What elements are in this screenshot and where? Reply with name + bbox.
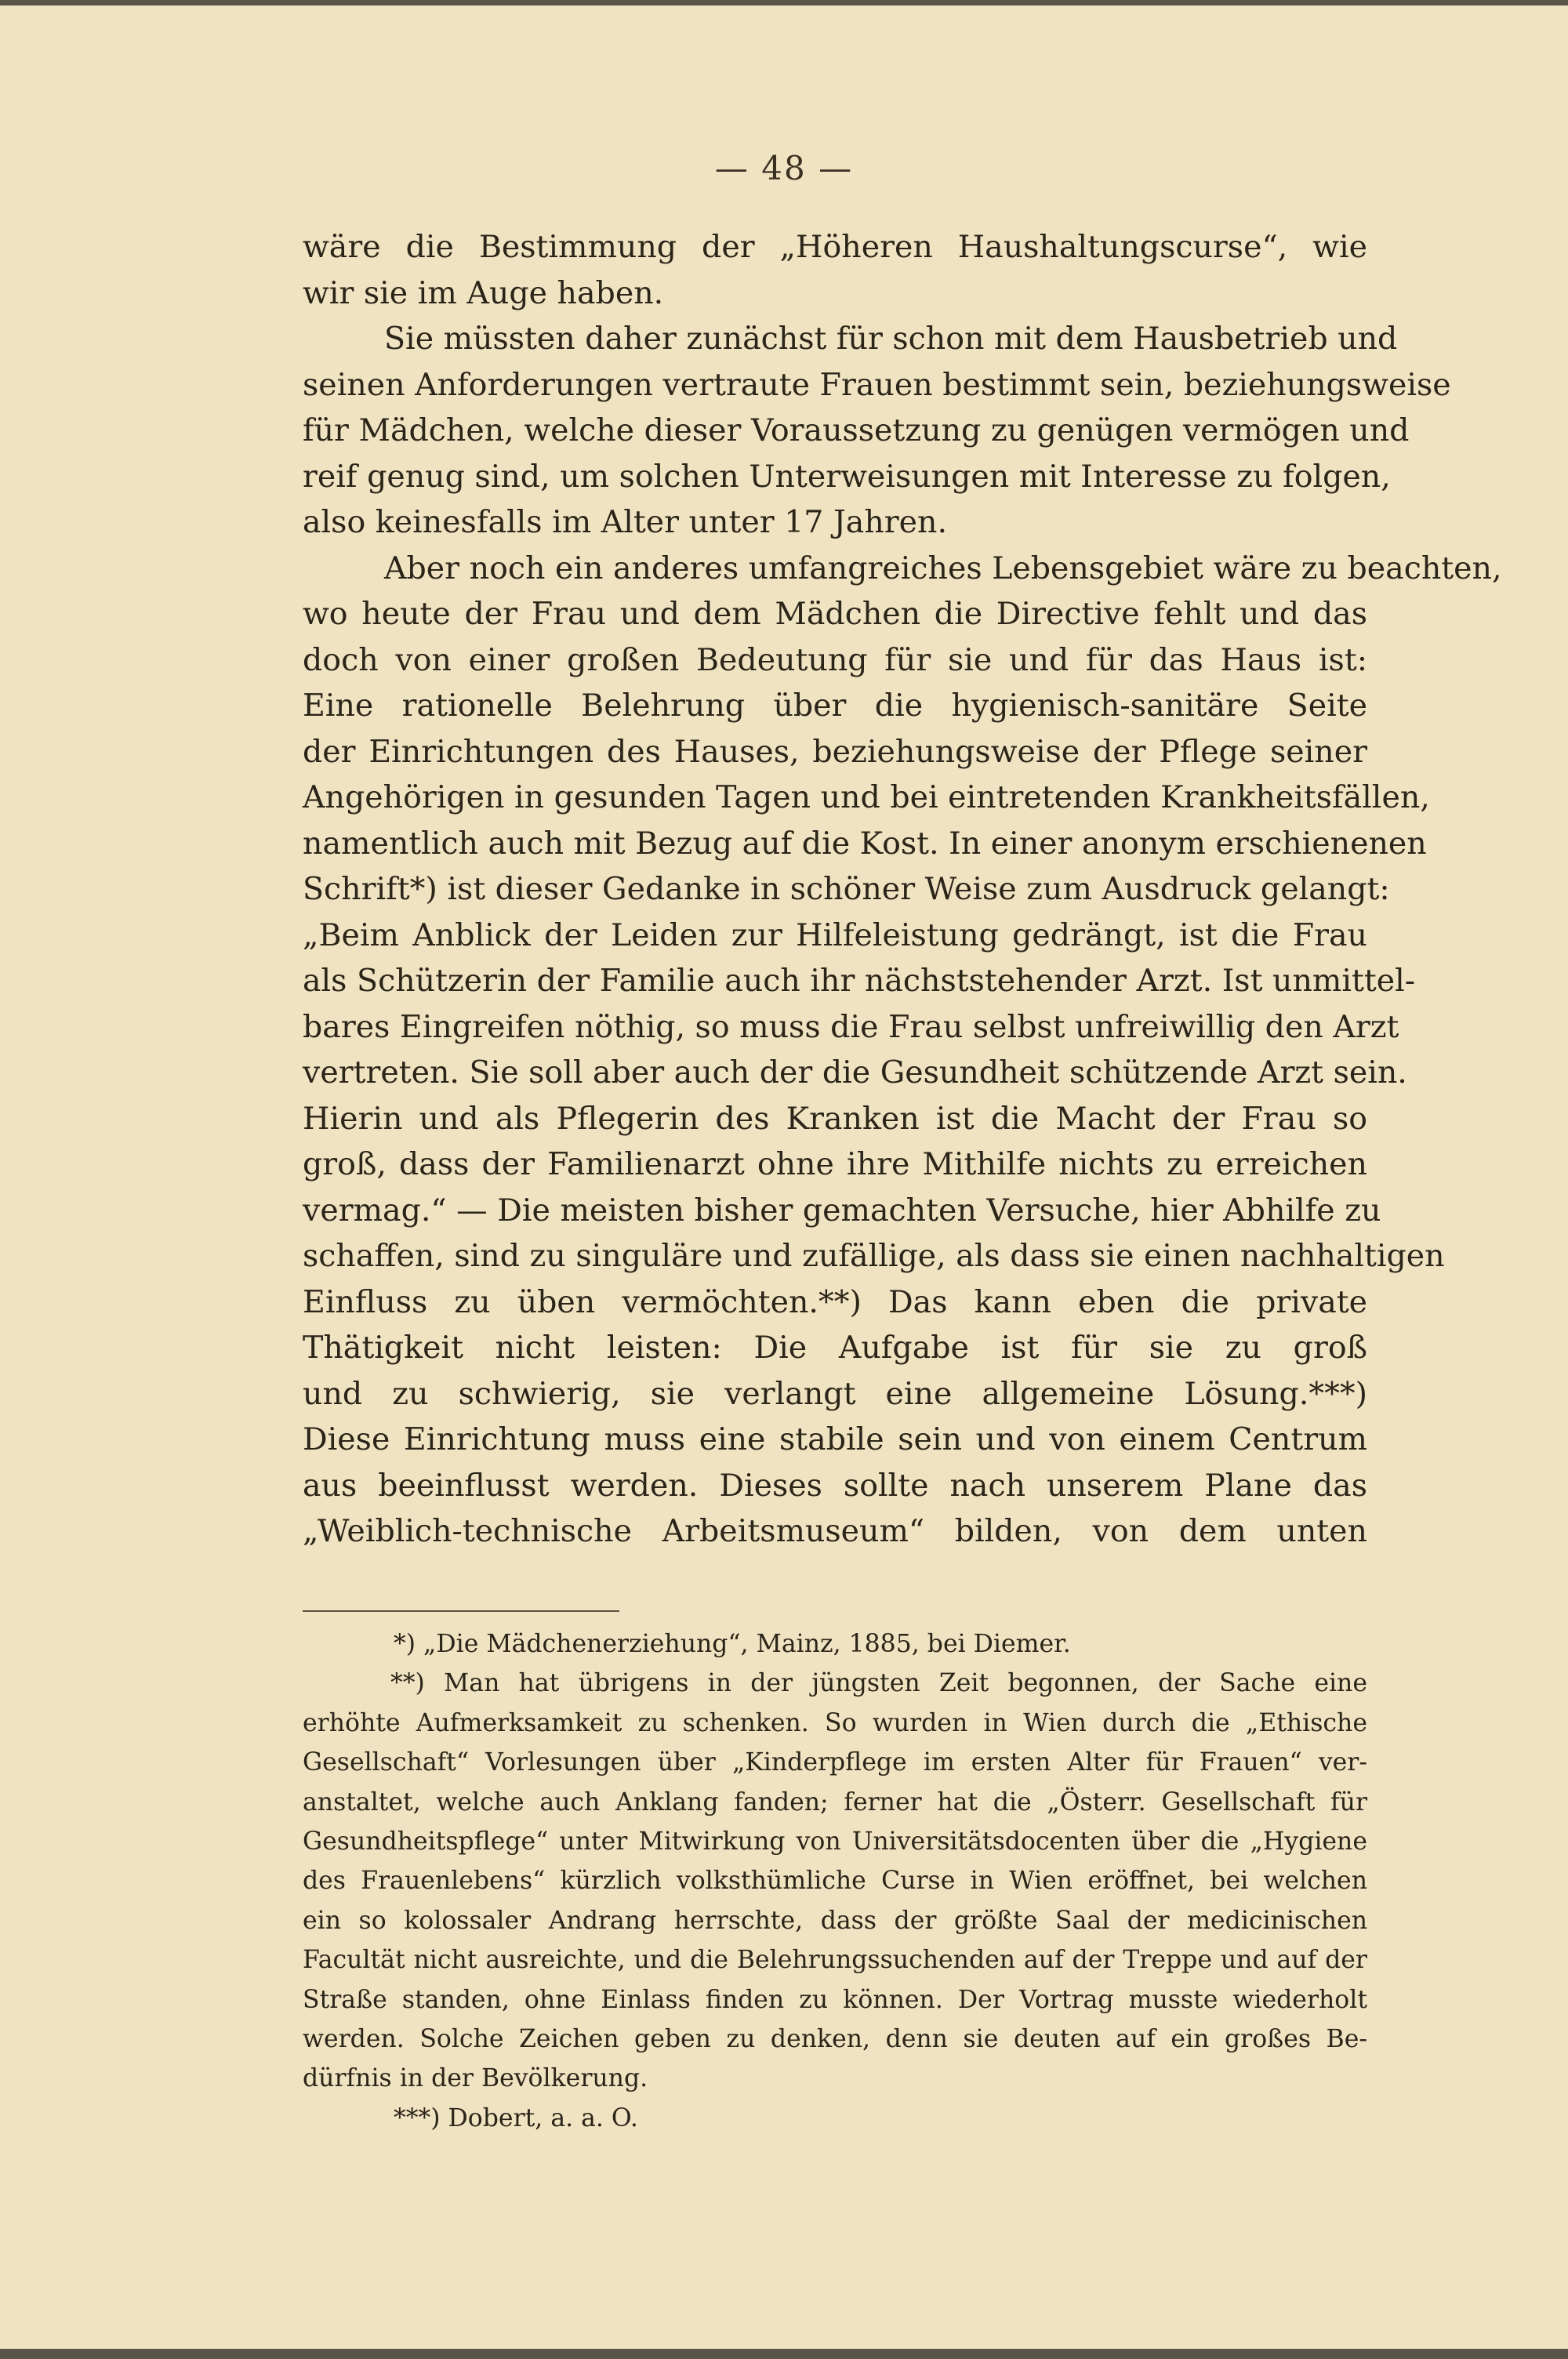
- footnote-line: anstaltet, welche auch Anklang fanden; ferner hat die „Österr. Gesellschaft für: [303, 1787, 1367, 1816]
- footnote-line: Facultät nicht ausreichte, und die Belehrungssuchenden auf der Treppe und auf der: [303, 1946, 1367, 1975]
- text-line: Sie müssten daher zunächst für schon mit dem Hausbetrieb und: [384, 321, 1398, 357]
- body-text: [303, 224, 1502, 1555]
- text-line: als Schützerin der Familie auch ihr nächststehender Arzt. Ist unmittel-: [303, 963, 1416, 999]
- scan-bottom-edge: [0, 2349, 1568, 2359]
- text-line: „Weiblich-technische Arbeitsmuseum“ bilden, von dem unten: [303, 1513, 1367, 1549]
- text-line: reif genug sind, um solchen Unterweisungen mit Interesse zu folgen,: [303, 458, 1391, 495]
- text-line: vermag.“ — Die meisten bisher gemachten Versuche, hier Abhilfe zu: [303, 1192, 1381, 1228]
- text-line: wir sie im Auge haben.: [303, 274, 664, 311]
- footnote-line: **) Man hat übrigens in der jüngsten Zeit begonnen, der Sache eine: [390, 1669, 1367, 1698]
- footnote-line: des Frauenlebens“ kürzlich volksthümliche Curse in Wien eröffnet, bei welchen: [303, 1867, 1367, 1896]
- text-line: und zu schwierig, sie verlangt eine allgemeine Lösung.***): [303, 1375, 1367, 1412]
- footnote-line: Gesundheitspflege“ unter Mitwirkung von Universitätsdocenten über die „Hygiene: [303, 1827, 1367, 1856]
- page-number: — 48 —: [714, 149, 854, 187]
- text-line: Diese Einrichtung muss eine stabile sein und von einem Centrum: [303, 1421, 1367, 1457]
- footnote-line: Straße standen, ohne Einlass finden zu können. Der Vortrag musste wiederholt: [303, 1985, 1367, 2014]
- text-line: seinen Anforderungen vertraute Frauen bestimmt sein, beziehungsweise: [303, 366, 1451, 403]
- footnote-line: dürfnis in der Bevölkerung.: [303, 2064, 648, 2093]
- text-line: wo heute der Frau und dem Mädchen die Directive fehlt und das: [303, 596, 1367, 632]
- text-line: Angehörigen in gesunden Tagen und bei eintretenden Krankheitsfällen,: [303, 779, 1430, 815]
- text-line: namentlich auch mit Bezug auf die Kost. In einer anonym erschienenen: [303, 825, 1427, 862]
- text-line: „Beim Anblick der Leiden zur Hilfeleistung gedrängt, ist die Frau: [303, 916, 1367, 953]
- text-line: Eine rationelle Belehrung über die hygienisch-sanitäre Seite: [303, 688, 1367, 724]
- footnote-line: erhöhte Aufmerksamkeit zu schenken. So wurden in Wien durch die „Ethische: [303, 1708, 1367, 1737]
- text-line: aus beeinflusst werden. Dieses sollte nach unserem Plane das: [303, 1467, 1367, 1504]
- text-line: Thätigkeit nicht leisten: Die Aufgabe ist für sie zu groß: [303, 1330, 1367, 1366]
- footnote-rule: [303, 1610, 619, 1612]
- text-line: für Mädchen, welche dieser Voraussetzung zu genügen vermögen und: [303, 412, 1410, 448]
- scan-top-edge: [0, 0, 1568, 5]
- footnotes: [303, 1624, 1367, 2138]
- text-line: Aber noch ein anderes umfangreiches Lebensgebiet wäre zu beachten,: [384, 550, 1502, 586]
- text-line: vertreten. Sie soll aber auch der die Gesundheit schützende Arzt sein.: [303, 1054, 1407, 1091]
- text-line: Hierin und als Pflegerin des Kranken ist die Macht der Frau so: [303, 1100, 1367, 1137]
- text-line: also keinesfalls im Alter unter 17 Jahren.: [303, 504, 948, 540]
- text-line: schaffen, sind zu singuläre und zufällige, als dass sie einen nachhaltigen: [303, 1238, 1445, 1274]
- text-line: der Einrichtungen des Hauses, beziehungsweise der Pflege seiner: [303, 733, 1367, 770]
- text-line: Schrift*) ist dieser Gedanke in schöner Weise zum Ausdruck gelangt:: [303, 871, 1390, 907]
- text-line: Einfluss zu üben vermöchten.**) Das kann eben die private: [303, 1283, 1367, 1320]
- text-line: wäre die Bestimmung der „Höheren Haushaltungscurse“, wie: [303, 229, 1367, 265]
- text-line: bares Eingreifen nöthig, so muss die Frau selbst unfreiwillig den Arzt: [303, 1008, 1399, 1045]
- text-line: groß, dass der Familienarzt ohne ihre Mithilfe nichts zu erreichen: [303, 1146, 1367, 1182]
- footnote-line: ***) Dobert, a. a. O.: [394, 2103, 638, 2132]
- footnote-line: werden. Solche Zeichen geben zu denken, denn sie deuten auf ein großes Be-: [303, 2024, 1367, 2053]
- footnote-line: ein so kolossaler Andrang herrschte, dass der größte Saal der medicinischen: [303, 1906, 1367, 1935]
- footnote-line: Gesellschaft“ Vorlesungen über „Kinderpflege im ersten Alter für Frauen“ ver-: [303, 1748, 1367, 1777]
- text-line: doch von einer großen Bedeutung für sie und für das Haus ist:: [303, 641, 1367, 678]
- footnote-line: *) „Die Mädchenerziehung“, Mainz, 1885, bei Diemer.: [394, 1630, 1071, 1658]
